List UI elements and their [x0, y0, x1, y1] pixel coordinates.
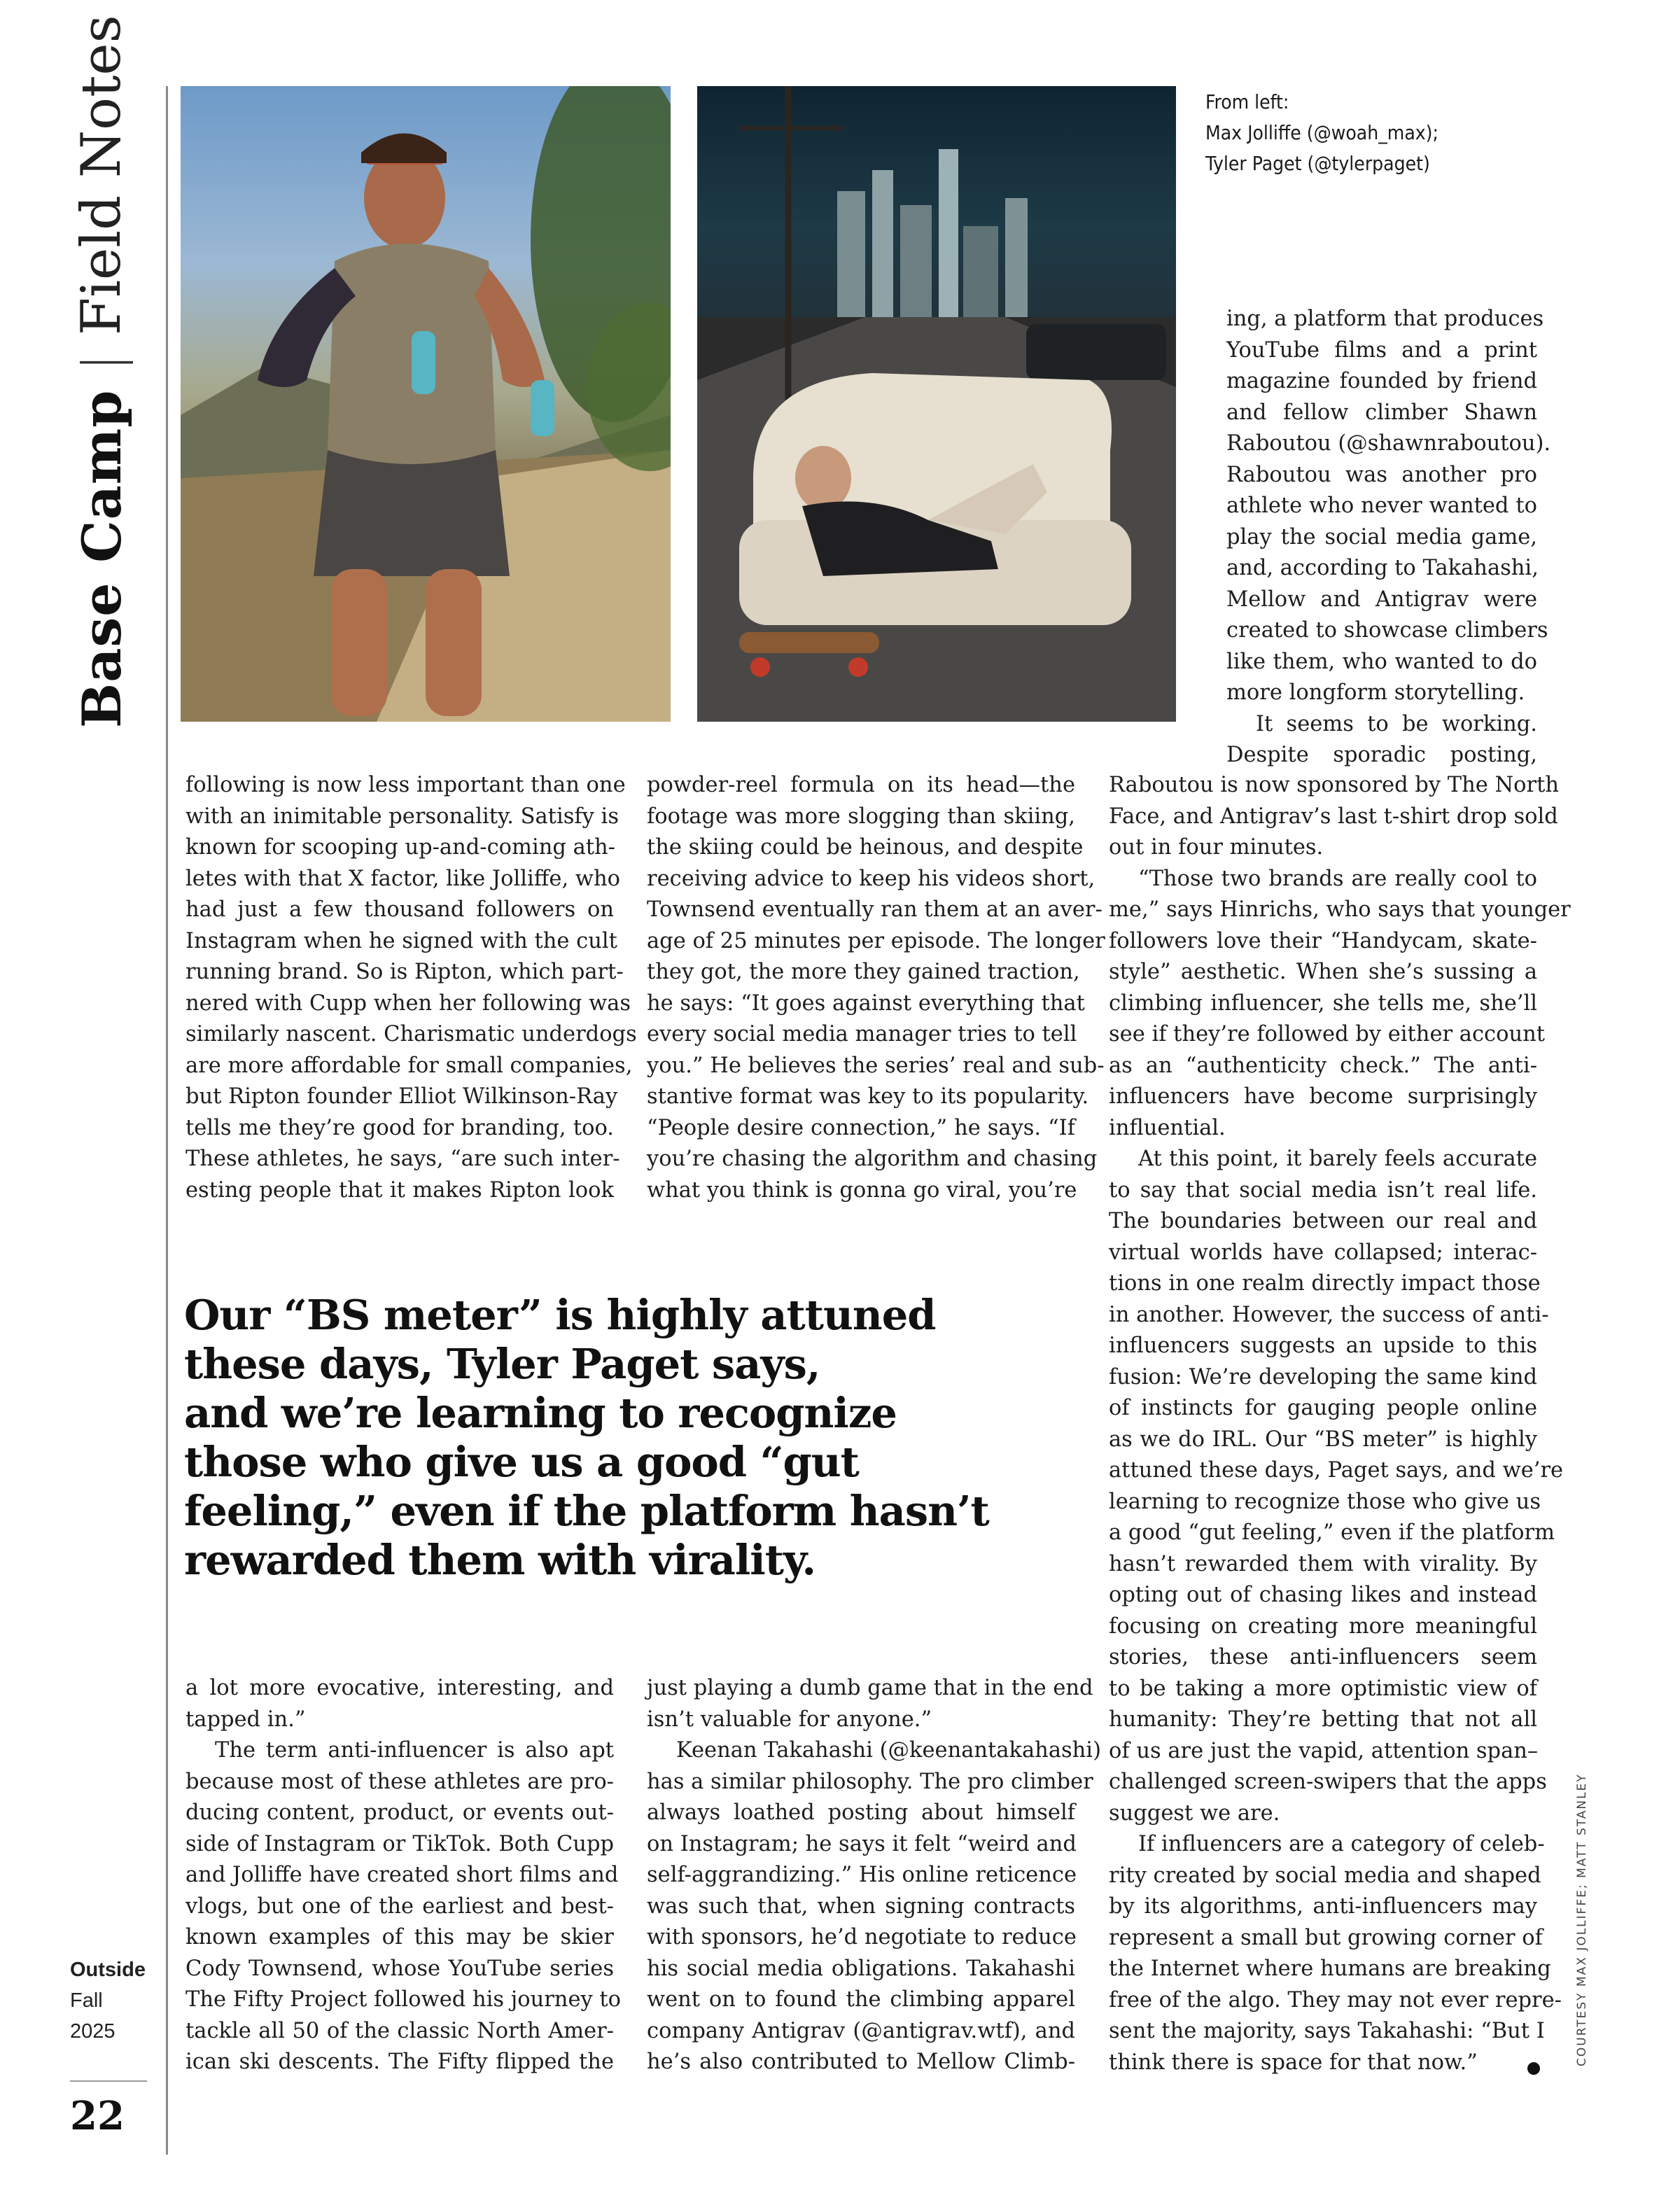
text-line: vlogs, but one of the earliest and best- [186, 1893, 614, 1919]
text-line: YouTube films and a print [1226, 337, 1537, 363]
text-line: The Fifty Project followed his journey to [186, 1987, 622, 2012]
magazine-year: 2025 [70, 2020, 115, 2043]
folio-rule [70, 2080, 147, 2082]
text-line: think there is space for that now.” [1109, 2050, 1478, 2075]
text-line: influencers suggests an upside to this [1109, 1334, 1537, 1358]
text-line: humanity: They’re betting that not all [1109, 1707, 1537, 1732]
text-line: known for scooping up-and-coming ath- [186, 835, 615, 860]
text-line: running brand. So is Ripton, which part- [186, 960, 624, 984]
text-line: to say that social media isn’t real life. [1109, 1177, 1537, 1203]
text-line: Mellow and Antigrav were [1226, 587, 1537, 612]
text-line: has a similar philosophy. The pro climber [647, 1769, 1093, 1794]
text-line: powder-reel formula on its head—the [647, 773, 1075, 797]
text-line: receiving advice to keep his videos short, [647, 866, 1096, 891]
text-line: Despite sporadic posting, [1226, 743, 1537, 767]
column-2-lower [647, 1673, 1101, 2078]
text-line: attuned these days, Paget says, and we’re [1109, 1458, 1564, 1483]
pull-quote-line: Our “BS meter” is highly attuned [184, 1291, 936, 1339]
column-1-lower [186, 1673, 622, 2078]
text-line: stantive format was key to its popularity. [647, 1084, 1089, 1109]
text-line: self-aggrandizing.” His online reticence [647, 1863, 1077, 1887]
pull-quote-line: those who give us a good “gut [184, 1438, 859, 1486]
text-line: tions in one realm directly impact those [1109, 1271, 1541, 1296]
text-line: These athletes, he says, “are such inter- [186, 1147, 620, 1171]
caption-line: From left: [1205, 90, 1289, 113]
photo-caption [1205, 87, 1499, 179]
text-line: he’s also contributed to Mellow Climb- [647, 2050, 1075, 2074]
column-rule [166, 86, 168, 2155]
text-line: isn’t valuable for anyone.” [647, 1707, 932, 1732]
text-line: a good “gut feeling,” even if the platform [1109, 1520, 1555, 1545]
text-line: the Internet where humans are breaking [1109, 1956, 1551, 1981]
text-line: more longform storytelling. [1226, 680, 1525, 705]
text-line: footage was more slogging than skiing, [647, 804, 1075, 829]
text-line: just playing a dumb game that in the end [647, 1676, 1093, 1700]
text-line: Raboutou was another pro [1226, 462, 1537, 487]
magazine-season: Fall [70, 1989, 103, 2012]
text-line: every social media manager tries to tell [647, 1022, 1077, 1046]
text-line: always loathed posting about himself [647, 1800, 1075, 1825]
text-line: Raboutou is now sponsored by The North [1109, 773, 1560, 797]
text-line: climbing influencer, she tells me, she’ll [1109, 990, 1537, 1016]
text-line: of instincts for gauging people online [1109, 1396, 1537, 1420]
text-line: they got, the more they gained traction, [647, 960, 1080, 984]
text-line: learning to recognize those who give us [1109, 1489, 1541, 1514]
text-line: but Ripton founder Elliot Wilkinson-Ray [186, 1084, 618, 1109]
text-line: Townsend eventually ran them at an aver- [647, 897, 1102, 922]
text-line: tells me they’re good for branding, too. [186, 1115, 614, 1140]
column-1-upper [186, 770, 637, 1206]
text-line: style” aesthetic. When she’s sussing a [1109, 960, 1537, 984]
text-line: Instagram when he signed with the cult [186, 928, 617, 953]
pull-quote-line: feeling,” even if the platform hasn’t [184, 1487, 989, 1535]
text-line: following is now less important than one [186, 773, 626, 797]
text-line: to be taking a more optimistic view of [1109, 1676, 1537, 1701]
text-line: and Jolliffe have created short films and [186, 1863, 619, 1887]
page-number: 22 [70, 2093, 125, 2139]
text-line: virtual worlds have collapsed; interac- [1109, 1240, 1537, 1265]
text-line: hasn’t rewarded them with virality. By [1109, 1551, 1537, 1576]
text-line: rity created by social media and shaped [1109, 1863, 1541, 1888]
text-line: by its algorithms, anti-influencers may [1109, 1894, 1537, 1919]
text-line: The term anti-influencer is also apt [215, 1738, 614, 1763]
text-line: see if they’re followed by either account [1109, 1022, 1546, 1046]
text-line: had just a few thousand followers on [186, 897, 614, 922]
text-line: me,” says Hinrichs, who says that younger [1109, 897, 1571, 922]
text-line: stories, these anti-influencers seem [1109, 1645, 1537, 1670]
text-line: influencers have become surprisingly [1109, 1084, 1537, 1109]
text-line: esting people that it makes Ripton look [186, 1177, 614, 1203]
text-line: opting out of chasing likes and instead [1109, 1583, 1537, 1607]
text-line: what you think is gonna go viral, you’re [647, 1177, 1077, 1203]
text-line: “Those two brands are really cool to [1138, 866, 1537, 891]
text-line: play the social media game, [1226, 524, 1537, 550]
section-divider: | [70, 354, 133, 372]
text-line: was such that, when signing contracts [647, 1893, 1075, 1919]
text-line: as an “authenticity check.” The anti- [1109, 1053, 1537, 1078]
caption-line: Tyler Paget (@tylerpaget) [1205, 152, 1430, 175]
couch-city-illustration [697, 86, 1176, 722]
text-line: because most of these athletes are pro- [186, 1769, 614, 1794]
text-line: nered with Cupp when her following was [186, 990, 631, 1016]
text-line: athlete who never wanted to [1226, 493, 1537, 518]
subsection-name: Field Notes [70, 15, 133, 336]
text-line: you’re chasing the algorithm and chasing [647, 1147, 1098, 1171]
text-line: free of the algo. They may not ever repre- [1109, 1987, 1562, 2012]
text-line: suggest we are. [1109, 1800, 1280, 1826]
text-line: with sponsors, he’d negotiate to reduce [647, 1925, 1077, 1949]
text-line: The boundaries between our real and [1109, 1209, 1537, 1233]
text-line: tapped in.” [186, 1707, 306, 1732]
text-line: Raboutou (@shawnraboutou). [1226, 431, 1551, 456]
text-line: At this point, it barely feels accurate [1138, 1147, 1537, 1171]
text-line: Face, and Antigrav’s last t-shirt drop sold [1109, 804, 1558, 829]
column-3-top [1226, 304, 1551, 771]
caption-line: Max Jolliffe (@woah_max); [1205, 121, 1438, 144]
pull-quote-line: these days, Tyler Paget says, [184, 1340, 820, 1388]
text-line: challenged screen-swipers that the apps [1109, 1770, 1547, 1794]
text-line: focusing on creating more meaningful [1109, 1614, 1537, 1639]
text-line: his social media obligations. Takahashi [647, 1956, 1075, 1981]
text-line: followers love their “Handycam, skate- [1109, 928, 1537, 953]
text-line: ican ski descents. The Fifty flipped the [186, 2050, 614, 2074]
text-line: and fellow climber Shawn [1226, 400, 1537, 425]
pull-quote [184, 1291, 989, 1585]
text-line: It seems to be working. [1256, 711, 1537, 736]
text-line: out in four minutes. [1109, 835, 1324, 860]
column-3-main [1109, 770, 1571, 2078]
magazine-info [70, 1954, 146, 2047]
text-line: magazine founded by friend [1226, 369, 1537, 393]
text-line: side of Instagram or TikTok. Both Cupp [186, 1831, 614, 1856]
text-line: Keenan Takahashi (@keenantakahashi) [676, 1738, 1101, 1763]
text-line: with an inimitable personality. Satisfy is [186, 804, 619, 829]
column-2-upper [647, 770, 1105, 1206]
text-line: If influencers are a category of celeb- [1138, 1832, 1545, 1856]
text-line: of us are just the vapid, attention span– [1109, 1738, 1539, 1763]
text-line: company Antigrav (@antigrav.wtf), and [647, 2018, 1075, 2043]
text-line: are more affordable for small companies, [186, 1053, 633, 1078]
pull-quote-line: rewarded them with virality. [184, 1536, 816, 1584]
text-line: a lot more evocative, interesting, and [186, 1676, 614, 1700]
photo-trail-runner [181, 86, 671, 722]
text-line: sent the majority, says Takahashi: “But I [1109, 2019, 1545, 2043]
magazine-brand: Outside [70, 1959, 146, 1981]
text-line: Cody Townsend, whose YouTube series [186, 1956, 614, 1981]
text-line: tackle all 50 of the classic North Amer- [186, 2018, 614, 2043]
text-line: you.” He believes the series’ real and sub- [647, 1053, 1105, 1078]
text-line: the skiing could be heinous, and despite [647, 835, 1084, 860]
text-line: went on to found the climbing apparel [647, 1987, 1075, 2012]
text-line: represent a small but growing corner of [1109, 1925, 1543, 1950]
text-line: as we do IRL. Our “BS meter” is highly [1109, 1427, 1537, 1452]
text-line: letes with that X factor, like Jolliffe, who [186, 866, 620, 891]
end-mark [1527, 2062, 1540, 2075]
text-line: known examples of this may be skier [186, 1925, 614, 1949]
text-line: on Instagram; he says it felt “weird and [647, 1831, 1077, 1856]
text-line: created to showcase climbers [1226, 618, 1548, 643]
text-line: and, according to Takahashi, [1226, 556, 1539, 580]
text-line: influential. [1109, 1115, 1226, 1140]
pull-quote-line: and we’re learning to recognize [184, 1389, 897, 1437]
text-line: ducing content, product, or events out- [186, 1800, 614, 1825]
text-line: “People desire connection,” he says. “If [647, 1115, 1075, 1140]
text-line: in another. However, the success of anti- [1109, 1302, 1549, 1327]
text-line: ing, a platform that produces [1226, 307, 1544, 331]
text-line: he says: “It goes against everything that [647, 990, 1085, 1016]
photo-couch-city [697, 86, 1176, 722]
text-line: similarly nascent. Charismatic underdogs [186, 1022, 637, 1046]
text-line: fusion: We’re developing the same kind [1109, 1364, 1537, 1390]
trail-runner-illustration [181, 86, 671, 722]
section-heading [70, 15, 133, 728]
text-line: age of 25 minutes per episode. The longer [647, 928, 1105, 953]
photo-credit: COURTESY MAX JOLLIFFE; MATT STANLEY [1575, 1773, 1589, 2066]
text-line: like them, who wanted to do [1226, 649, 1537, 674]
section-name: Base Camp [70, 389, 133, 728]
